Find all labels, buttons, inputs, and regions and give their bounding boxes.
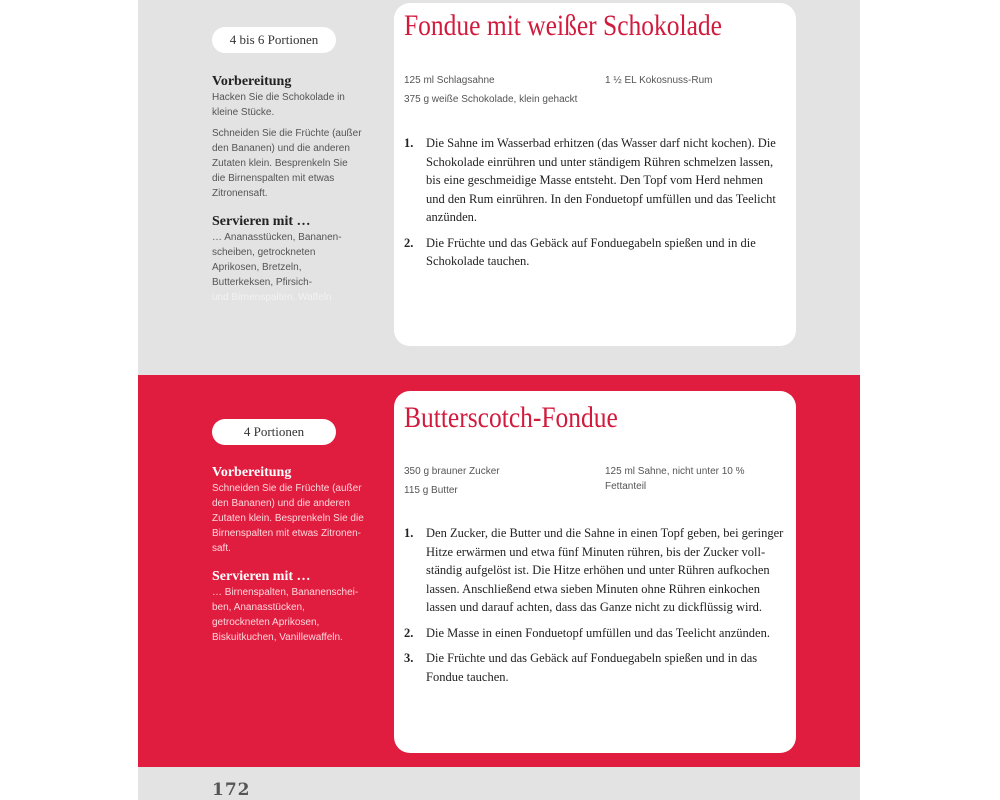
recipe1-ingredients-right [605,73,785,88]
step-number: 1. [404,136,414,150]
step-text: Die Sahne im Wasserbad erhitzen (das Wasser darf nicht kochen). Die Schokolade einrühren und unter ständigem Rühren schmelzen lassen, bis eine geschmeidige Masse entsteht. Den Topf vom Herd nehmen und den Rum einrühren. In den Fonduetopf umfüllen und das Teelicht anzünden. [426,136,776,224]
recipe1-serve-heading: Servieren mit … [212,214,311,229]
ingredient: 125 ml Schlagsahne [404,75,495,86]
recipe1-serve-text [212,230,362,305]
recipe1-serve-text-faded: und Birnenspalten, Waffeln [212,292,332,303]
recipe2-step [404,524,784,617]
recipe1-serve-text-main: … Ananasstücken, Bananenscheiben, getrockneten Aprikosen, Bretzeln, Butterkeksen, Pfirsich- [212,232,342,288]
recipe2-prep-text-1: Schneiden Sie die Früchte (außer den Bananen) und die anderen Zutaten klein. Besprenkeln Sie die Birnenspalten mit etwas Zitronensaft. [212,483,364,554]
recipe2-step [404,649,784,686]
recipe2-card [394,391,796,753]
step-number: 2. [404,235,414,250]
ingredient: 375 g weiße Schokolade, klein gehackt [404,94,578,105]
recipe2-sidebar [212,464,364,645]
recipe2-serve-text: … Birnenspalten, Bananenscheiben, Ananasstücken, getrockneten Aprikosen, Biskuitkuchen, Vanillewaffeln. [212,587,359,643]
recipe1-card [394,3,796,346]
step-number: 3. [404,651,414,665]
recipe2-serve-heading: Servieren mit … [212,569,311,584]
ingredient: 350 g brauner Zucker [404,466,500,477]
recipe1-ingredients-left [404,73,594,107]
recipe2-servings-badge: 4 Portionen [212,419,336,445]
step-text: Den Zucker, die Butter und die Sahne in einen Topf geben, bei geringer Hitze erwärmen und etwa fünf Minuten rühren, bis der Zucker vollständig aufgelöst ist. Die Hitze erhöhen und unter Rühren aufkochen lassen. Anschließend etwa sieben Minuten ohne Rühren einkochen lassen und darauf achten, dass das Ganze nicht zu dickflüssig wird. [426,526,784,614]
recipe2-ingredients-left [404,464,594,498]
recipe1-servings-badge: 4 bis 6 Portionen [212,27,336,53]
recipe2-title: Butterscotch-Fondue [404,401,618,434]
recipe1-step [404,134,784,227]
step-text: Die Früchte und das Gebäck auf Fonduegabeln spießen und in die Schokolade tauchen. [426,235,756,268]
ingredient: 115 g Butter [404,485,458,496]
recipe1-sidebar [212,73,362,305]
recipe1-steps [404,134,784,278]
ingredient: 1 ½ EL Kokosnuss-Rum [605,75,713,86]
recipe1-prep-text-2: Schneiden Sie die Früchte (außer den Bananen) und die anderen Zutaten klein. Besprenkeln Sie die Birnenspalten mit etwas Zitronensaft. [212,128,362,199]
step-number: 1. [404,526,414,540]
recipe2-ingredients-right [605,464,770,494]
step-number: 2. [404,625,414,640]
recipe1-title: Fondue mit weißer Schokolade [404,9,722,42]
page-number: 172 [212,780,251,800]
recipe2-prep-heading: Vorbereitung [212,465,292,480]
recipe2-steps [404,524,784,693]
recipe2-step [404,624,784,643]
step-text: Die Früchte und das Gebäck auf Fonduegabeln spießen und in das Fondue tauchen. [426,651,758,684]
recipe1-prep-heading: Vorbereitung [212,74,292,89]
cookbook-page [138,0,860,800]
recipe1-prep-text-1: Hacken Sie die Schokolade in kleine Stücke. [212,92,345,118]
ingredient: 125 ml Sahne, nicht unter 10 % Fettanteil [605,466,745,492]
step-text: Die Masse in einen Fonduetopf umfüllen und das Teelicht anzünden. [426,625,770,640]
recipe1-step [404,234,784,271]
